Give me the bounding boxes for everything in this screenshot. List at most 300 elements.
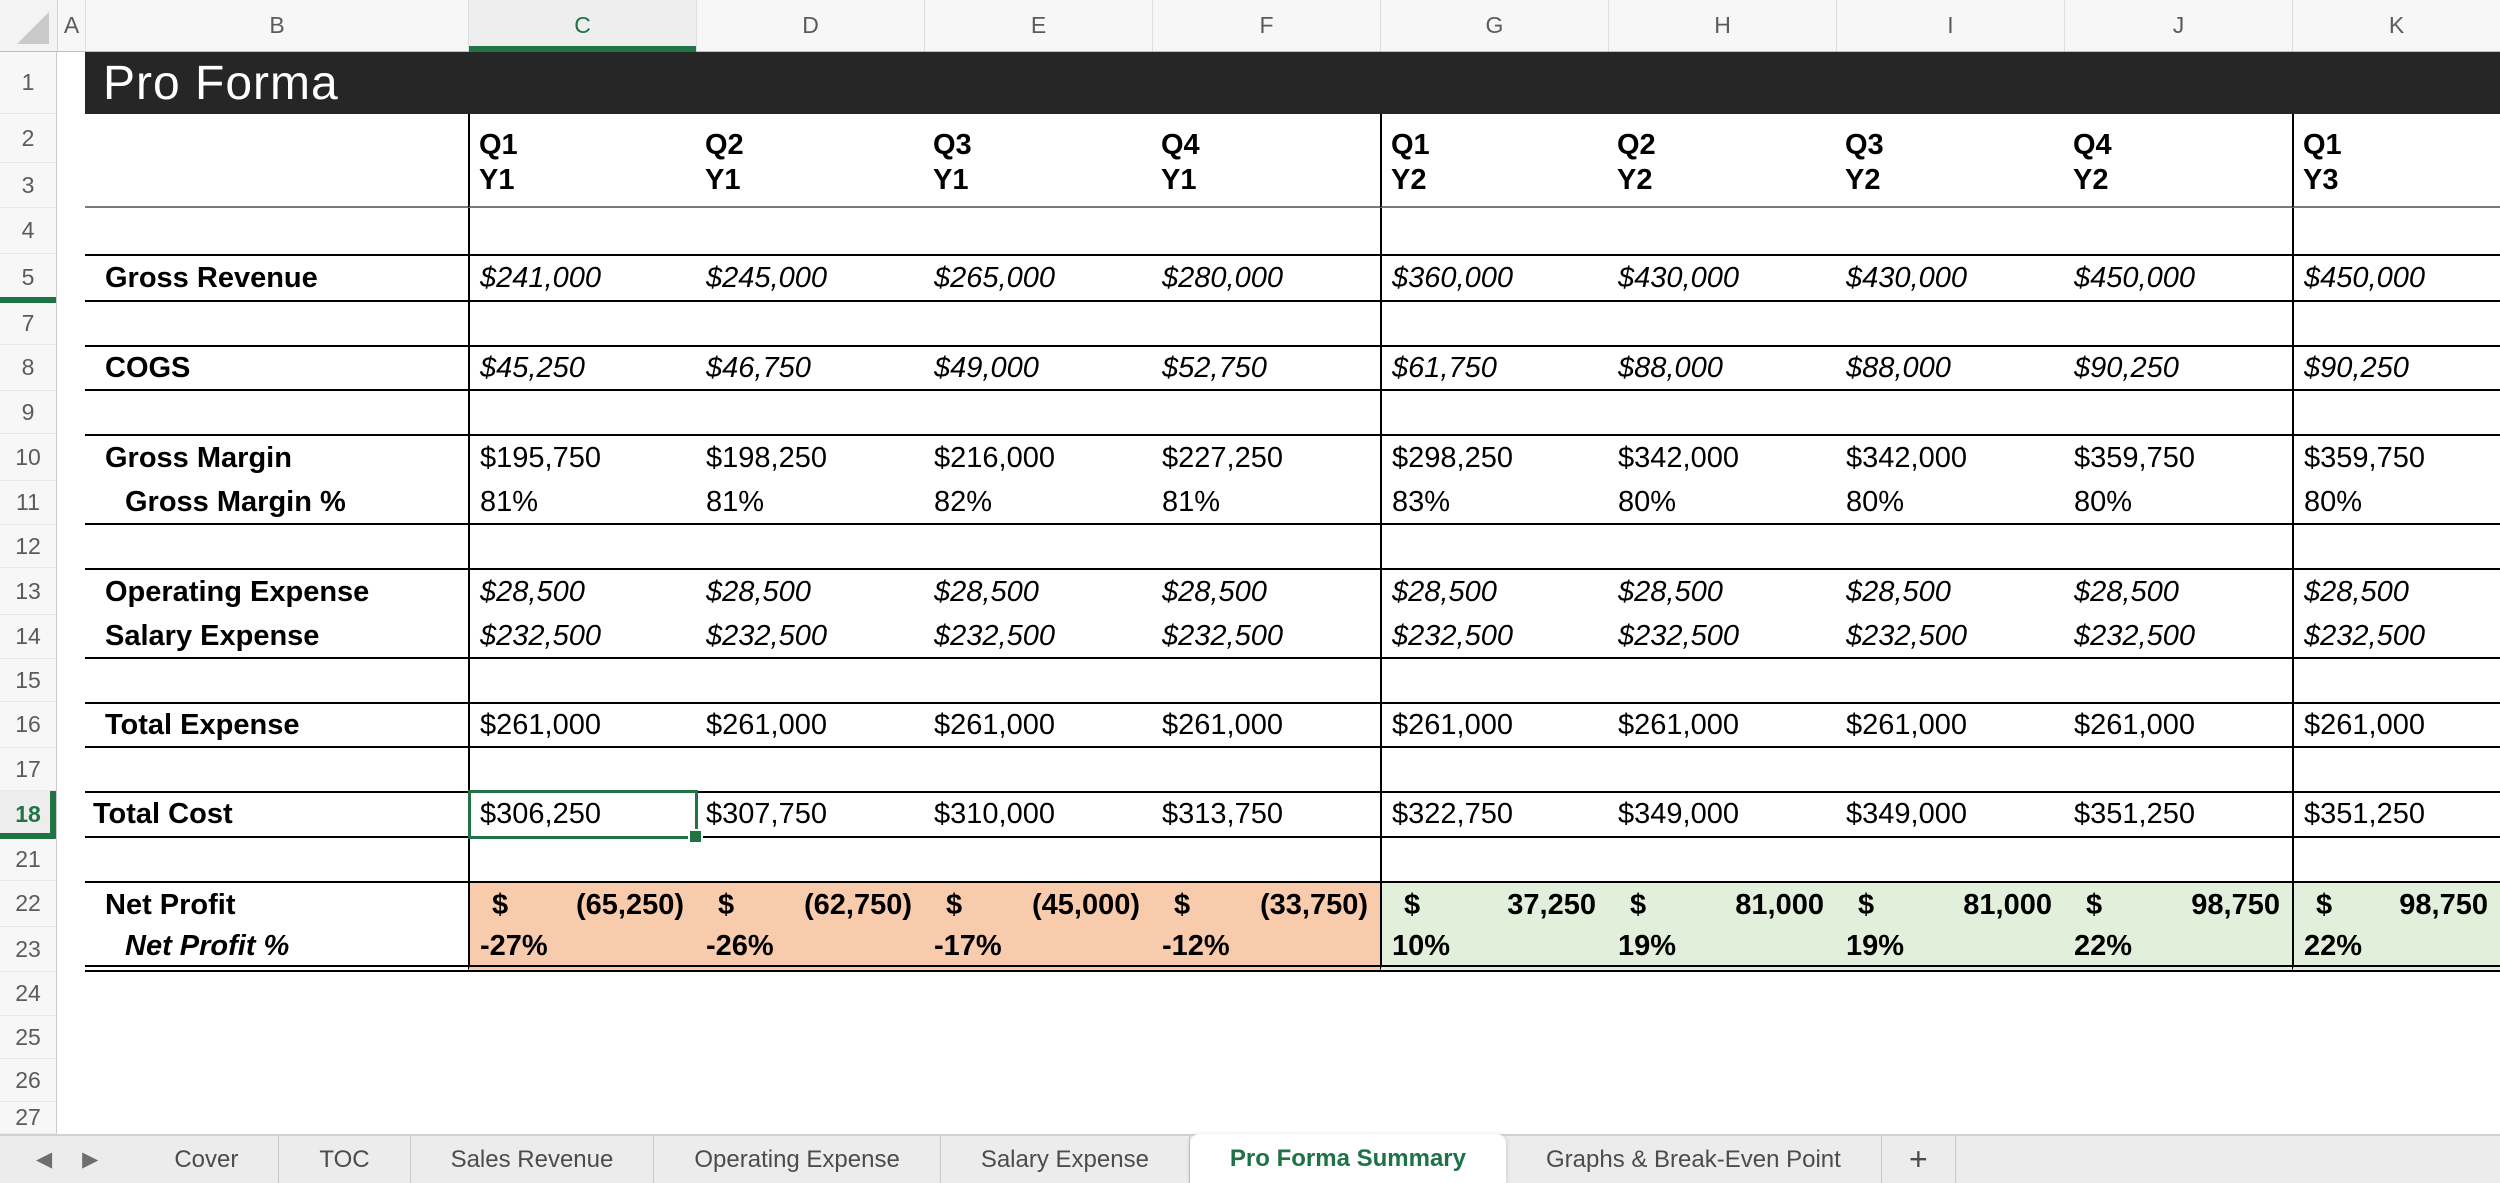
- cell-H7[interactable]: [1608, 302, 1836, 345]
- cell-I13[interactable]: [1836, 568, 2064, 615]
- sheet-tab-salary-expense[interactable]: Salary Expense: [941, 1136, 1190, 1183]
- cell-H17[interactable]: [1608, 748, 1836, 791]
- cell-F27[interactable]: [1152, 1102, 1380, 1134]
- cell-G13[interactable]: [1380, 568, 1608, 615]
- cell-J7[interactable]: [2064, 302, 2292, 345]
- cell-K21[interactable]: [2292, 838, 2500, 881]
- cell-value: $49,000: [934, 351, 1039, 384]
- cell-H26[interactable]: [1608, 1059, 1836, 1102]
- cell-F4[interactable]: [1152, 208, 1380, 254]
- cell-F15[interactable]: [1152, 659, 1380, 702]
- cell-I21[interactable]: [1836, 838, 2064, 881]
- cell-K24[interactable]: [2292, 972, 2500, 1016]
- cell-value: 81%: [706, 485, 765, 518]
- cell-I23[interactable]: [1836, 927, 2064, 972]
- cell-D21[interactable]: [696, 838, 924, 881]
- cell-G14[interactable]: [1380, 615, 1608, 659]
- cell-F5[interactable]: [1152, 254, 1380, 302]
- sheet-tab-toc[interactable]: TOC: [279, 1136, 410, 1183]
- sheet-tab-graphs-break-even-point[interactable]: Graphs & Break-Even Point: [1506, 1136, 1882, 1183]
- cell-H2[interactable]: [1608, 114, 1836, 163]
- select-all-corner[interactable]: [0, 0, 58, 51]
- cell-value: $232,500: [1618, 619, 1739, 652]
- next-sheet-arrow-icon[interactable]: ▶: [82, 1148, 99, 1171]
- cell-K5[interactable]: [2292, 254, 2500, 302]
- cell-D23[interactable]: [696, 927, 924, 972]
- row-header-24[interactable]: 24: [0, 972, 57, 1016]
- column-header-E[interactable]: E: [925, 0, 1153, 51]
- cell-E27[interactable]: [924, 1102, 1152, 1134]
- row-label: Gross Margin: [105, 442, 292, 474]
- cell-C2[interactable]: [468, 114, 696, 163]
- cell-H3[interactable]: [1608, 163, 1836, 208]
- column-header-A[interactable]: A: [58, 0, 86, 51]
- cell-E16[interactable]: [924, 702, 1152, 748]
- cell-F23[interactable]: [1152, 927, 1380, 972]
- cell-C18[interactable]: [468, 791, 696, 838]
- row-label-cell-7[interactable]: [85, 302, 468, 345]
- cell-G3[interactable]: [1380, 163, 1608, 208]
- cell-E18[interactable]: [924, 791, 1152, 838]
- row-header-25[interactable]: 25: [0, 1016, 57, 1059]
- row-26: [0, 1059, 2500, 1102]
- cell-K2[interactable]: [2292, 114, 2500, 163]
- row-header-17[interactable]: 17: [0, 748, 57, 791]
- cell-E15[interactable]: [924, 659, 1152, 702]
- row-label-cell-10[interactable]: [85, 434, 468, 481]
- cell-I5[interactable]: [1836, 254, 2064, 302]
- cell-G12[interactable]: [1380, 525, 1608, 568]
- row-label-cell-2[interactable]: [85, 114, 468, 163]
- cell-K17[interactable]: [2292, 748, 2500, 791]
- cell-J3[interactable]: [2064, 163, 2292, 208]
- cell-J18[interactable]: [2064, 791, 2292, 838]
- cell-J21[interactable]: [2064, 838, 2292, 881]
- cell-G11[interactable]: [1380, 481, 1608, 525]
- row-label-cell-16[interactable]: [85, 702, 468, 748]
- cell-J10[interactable]: [2064, 434, 2292, 481]
- cell-J2[interactable]: [2064, 114, 2292, 163]
- cell-F10[interactable]: [1152, 434, 1380, 481]
- cell-F2[interactable]: [1152, 114, 1380, 163]
- cell-G25[interactable]: [1380, 1016, 1608, 1059]
- row-header-9[interactable]: 9: [0, 391, 57, 434]
- cell-C10[interactable]: [468, 434, 696, 481]
- row-header-4[interactable]: 4: [0, 208, 57, 254]
- cell-D4[interactable]: [696, 208, 924, 254]
- cell-E14[interactable]: [924, 615, 1152, 659]
- row-header-26[interactable]: 26: [0, 1059, 57, 1102]
- cell-J26[interactable]: [2064, 1059, 2292, 1102]
- cell-C22[interactable]: [468, 881, 696, 927]
- cell-H15[interactable]: [1608, 659, 1836, 702]
- row-header-3[interactable]: 3: [0, 163, 57, 208]
- row-label-cell-14[interactable]: [85, 615, 468, 659]
- cell-J13[interactable]: [2064, 568, 2292, 615]
- cell-C16[interactable]: [468, 702, 696, 748]
- cell-G15[interactable]: [1380, 659, 1608, 702]
- cell-H11[interactable]: [1608, 481, 1836, 525]
- cell-I7[interactable]: [1836, 302, 2064, 345]
- cell-D15[interactable]: [696, 659, 924, 702]
- cell-I9[interactable]: [1836, 391, 2064, 434]
- cell-J15[interactable]: [2064, 659, 2292, 702]
- row-15: [0, 659, 2500, 702]
- cell-J27[interactable]: [2064, 1102, 2292, 1134]
- row-label-cell-4[interactable]: [85, 208, 468, 254]
- cell-H25[interactable]: [1608, 1016, 1836, 1059]
- cell-H8[interactable]: [1608, 345, 1836, 391]
- cell-J12[interactable]: [2064, 525, 2292, 568]
- cell-I26[interactable]: [1836, 1059, 2064, 1102]
- cell-I17[interactable]: [1836, 748, 2064, 791]
- row-header-15[interactable]: 15: [0, 659, 57, 702]
- cell-value: $232,500: [1846, 619, 1967, 652]
- cell-H24[interactable]: [1608, 972, 1836, 1016]
- cell-E5[interactable]: [924, 254, 1152, 302]
- row-17: [0, 748, 2500, 791]
- cell-E8[interactable]: [924, 345, 1152, 391]
- cell-K12[interactable]: [2292, 525, 2500, 568]
- cell-value: $232,500: [1162, 619, 1283, 652]
- cell-F24[interactable]: [1152, 972, 1380, 1016]
- cell-I18[interactable]: [1836, 791, 2064, 838]
- cell-D13[interactable]: [696, 568, 924, 615]
- prev-sheet-arrow-icon[interactable]: ◀: [36, 1148, 53, 1171]
- cell-G24[interactable]: [1380, 972, 1608, 1016]
- row-label-cell-18[interactable]: [85, 791, 468, 838]
- cell-E3[interactable]: [924, 163, 1152, 208]
- row-label-cell-8[interactable]: [85, 345, 468, 391]
- row-label-cell-5[interactable]: [85, 254, 468, 302]
- cell-C27[interactable]: [468, 1102, 696, 1134]
- cell-value: $216,000: [934, 442, 1055, 474]
- cell-D3[interactable]: [696, 163, 924, 208]
- cell-E9[interactable]: [924, 391, 1152, 434]
- cell-I27[interactable]: [1836, 1102, 2064, 1134]
- cell-E13[interactable]: [924, 568, 1152, 615]
- cell-value: 81,000: [1735, 888, 1824, 921]
- row-label-cell-12[interactable]: [85, 525, 468, 568]
- cell-K14[interactable]: [2292, 615, 2500, 659]
- row-label-cell-24[interactable]: [85, 972, 468, 1016]
- row-header-2[interactable]: 2: [0, 114, 57, 163]
- cell-D11[interactable]: [696, 481, 924, 525]
- cell-D26[interactable]: [696, 1059, 924, 1102]
- cell-H12[interactable]: [1608, 525, 1836, 568]
- row-header-10[interactable]: 10: [0, 434, 57, 481]
- cell-H13[interactable]: [1608, 568, 1836, 615]
- add-sheet-button[interactable]: +: [1882, 1136, 1956, 1183]
- cell-E4[interactable]: [924, 208, 1152, 254]
- cell-E12[interactable]: [924, 525, 1152, 568]
- cell-H21[interactable]: [1608, 838, 1836, 881]
- row-label: Operating Expense: [105, 576, 370, 608]
- cell-J25[interactable]: [2064, 1016, 2292, 1059]
- cell-E23[interactable]: [924, 927, 1152, 972]
- cell-G18[interactable]: [1380, 791, 1608, 838]
- sheet-tab-cover[interactable]: Cover: [134, 1136, 279, 1183]
- period-label: Y1: [1161, 164, 1197, 196]
- cell-J22[interactable]: [2064, 881, 2292, 927]
- row-header-16[interactable]: 16: [0, 702, 57, 748]
- cell-D25[interactable]: [696, 1016, 924, 1059]
- cell-E21[interactable]: [924, 838, 1152, 881]
- sheet-tab-operating-expense[interactable]: Operating Expense: [654, 1136, 940, 1183]
- column-header-B[interactable]: B: [86, 0, 469, 51]
- cell-D12[interactable]: [696, 525, 924, 568]
- cell-K15[interactable]: [2292, 659, 2500, 702]
- cell-C21[interactable]: [468, 838, 696, 881]
- cell-F14[interactable]: [1152, 615, 1380, 659]
- cell-G2[interactable]: [1380, 114, 1608, 163]
- cell-C4[interactable]: [468, 208, 696, 254]
- row-header-8[interactable]: 8: [0, 345, 57, 391]
- cell-C7[interactable]: [468, 302, 696, 345]
- cell-H14[interactable]: [1608, 615, 1836, 659]
- row-13: [0, 568, 2500, 615]
- cell-D8[interactable]: [696, 345, 924, 391]
- row-label-cell-17[interactable]: [85, 748, 468, 791]
- cell-I14[interactable]: [1836, 615, 2064, 659]
- row-label-cell-21[interactable]: [85, 838, 468, 881]
- sheet-tab-sales-revenue[interactable]: Sales Revenue: [411, 1136, 655, 1183]
- cell-F11[interactable]: [1152, 481, 1380, 525]
- cell-J14[interactable]: [2064, 615, 2292, 659]
- cell-F17[interactable]: [1152, 748, 1380, 791]
- cell-J16[interactable]: [2064, 702, 2292, 748]
- cell-G26[interactable]: [1380, 1059, 1608, 1102]
- column-header-C[interactable]: C: [469, 0, 697, 51]
- cell-H23[interactable]: [1608, 927, 1836, 972]
- cell-C3[interactable]: [468, 163, 696, 208]
- row-label-cell-13[interactable]: [85, 568, 468, 615]
- row-header-13[interactable]: 13: [0, 568, 57, 615]
- cell-C12[interactable]: [468, 525, 696, 568]
- cell-F12[interactable]: [1152, 525, 1380, 568]
- cell-K9[interactable]: [2292, 391, 2500, 434]
- row-header-18[interactable]: 18: [0, 791, 57, 838]
- cell-D16[interactable]: [696, 702, 924, 748]
- cell-F8[interactable]: [1152, 345, 1380, 391]
- cell-D14[interactable]: [696, 615, 924, 659]
- cell-value: -17%: [934, 929, 1002, 962]
- row-header-27[interactable]: 27: [0, 1102, 57, 1134]
- cell-C25[interactable]: [468, 1016, 696, 1059]
- cell-D27[interactable]: [696, 1102, 924, 1134]
- column-header-I[interactable]: I: [1837, 0, 2065, 51]
- cell-C14[interactable]: [468, 615, 696, 659]
- row-label-cell-25[interactable]: [85, 1016, 468, 1059]
- cell-K27[interactable]: [2292, 1102, 2500, 1134]
- cell-G23[interactable]: [1380, 927, 1608, 972]
- cell-D5[interactable]: [696, 254, 924, 302]
- cell-C17[interactable]: [468, 748, 696, 791]
- row-4: [0, 208, 2500, 254]
- cell-G21[interactable]: [1380, 838, 1608, 881]
- cell-value: $261,000: [1846, 708, 1967, 741]
- cell-G27[interactable]: [1380, 1102, 1608, 1134]
- currency-symbol: $: [1404, 888, 1421, 921]
- cell-K23[interactable]: [2292, 927, 2500, 972]
- cell-K16[interactable]: [2292, 702, 2500, 748]
- column-header-D[interactable]: D: [697, 0, 925, 51]
- row-header-22[interactable]: 22: [0, 881, 57, 927]
- cell-G7[interactable]: [1380, 302, 1608, 345]
- cell-E7[interactable]: [924, 302, 1152, 345]
- cell-G9[interactable]: [1380, 391, 1608, 434]
- cell-G8[interactable]: [1380, 345, 1608, 391]
- cell-I16[interactable]: [1836, 702, 2064, 748]
- cell-H22[interactable]: [1608, 881, 1836, 927]
- cell-K10[interactable]: [2292, 434, 2500, 481]
- cell-C8[interactable]: [468, 345, 696, 391]
- row-label-cell-3[interactable]: [85, 163, 468, 208]
- cell-value: $195,750: [480, 442, 601, 474]
- cell-H4[interactable]: [1608, 208, 1836, 254]
- cell-C26[interactable]: [468, 1059, 696, 1102]
- row-label-cell-23[interactable]: [85, 927, 468, 972]
- cell-E24[interactable]: [924, 972, 1152, 1016]
- row-header-1[interactable]: 1: [0, 52, 57, 114]
- column-header-F[interactable]: F: [1153, 0, 1381, 51]
- cell-C24[interactable]: [468, 972, 696, 1016]
- column-header-K[interactable]: K: [2293, 0, 2500, 51]
- sheet-title-banner: [85, 52, 2500, 114]
- cell-E11[interactable]: [924, 481, 1152, 525]
- cell-C15[interactable]: [468, 659, 696, 702]
- cell-F18[interactable]: [1152, 791, 1380, 838]
- cell-G10[interactable]: [1380, 434, 1608, 481]
- cell-K8[interactable]: [2292, 345, 2500, 391]
- cell-C9[interactable]: [468, 391, 696, 434]
- cell-value: $245,000: [706, 261, 827, 294]
- cell-C13[interactable]: [468, 568, 696, 615]
- cell-value: $261,000: [934, 708, 1055, 741]
- cell-K3[interactable]: [2292, 163, 2500, 208]
- cell-D9[interactable]: [696, 391, 924, 434]
- row-header-11[interactable]: 11: [0, 481, 57, 525]
- cell-G22[interactable]: [1380, 881, 1608, 927]
- cell-K13[interactable]: [2292, 568, 2500, 615]
- cell-J24[interactable]: [2064, 972, 2292, 1016]
- cell-J5[interactable]: [2064, 254, 2292, 302]
- cell-D24[interactable]: [696, 972, 924, 1016]
- cell-I3[interactable]: [1836, 163, 2064, 208]
- cell-F26[interactable]: [1152, 1059, 1380, 1102]
- cell-H10[interactable]: [1608, 434, 1836, 481]
- cell-K25[interactable]: [2292, 1016, 2500, 1059]
- cell-E17[interactable]: [924, 748, 1152, 791]
- cell-I11[interactable]: [1836, 481, 2064, 525]
- cell-F16[interactable]: [1152, 702, 1380, 748]
- row-label-cell-27[interactable]: [85, 1102, 468, 1134]
- cell-E25[interactable]: [924, 1016, 1152, 1059]
- cell-F7[interactable]: [1152, 302, 1380, 345]
- cell-K11[interactable]: [2292, 481, 2500, 525]
- cell-H27[interactable]: [1608, 1102, 1836, 1134]
- cell-D10[interactable]: [696, 434, 924, 481]
- cell-F25[interactable]: [1152, 1016, 1380, 1059]
- cell-I2[interactable]: [1836, 114, 2064, 163]
- cell-H9[interactable]: [1608, 391, 1836, 434]
- row-label-cell-22[interactable]: [85, 881, 468, 927]
- row-label-cell-11[interactable]: [85, 481, 468, 525]
- cell-E22[interactable]: [924, 881, 1152, 927]
- cell-H18[interactable]: [1608, 791, 1836, 838]
- cell-I4[interactable]: [1836, 208, 2064, 254]
- cell-J4[interactable]: [2064, 208, 2292, 254]
- column-header-G[interactable]: G: [1381, 0, 1609, 51]
- cell-K7[interactable]: [2292, 302, 2500, 345]
- cell-F22[interactable]: [1152, 881, 1380, 927]
- sheet-tab-pro-forma-summary[interactable]: Pro Forma Summary: [1190, 1134, 1506, 1183]
- row-24: [0, 972, 2500, 1016]
- cell-F9[interactable]: [1152, 391, 1380, 434]
- row-header-14[interactable]: 14: [0, 615, 57, 659]
- cell-K26[interactable]: [2292, 1059, 2500, 1102]
- row-header-21[interactable]: 21: [0, 838, 57, 881]
- cell-E10[interactable]: [924, 434, 1152, 481]
- column-header-H[interactable]: H: [1609, 0, 1837, 51]
- cell-F13[interactable]: [1152, 568, 1380, 615]
- row-label-cell-9[interactable]: [85, 391, 468, 434]
- cell-K18[interactable]: [2292, 791, 2500, 838]
- cell-D7[interactable]: [696, 302, 924, 345]
- row-header-5[interactable]: 5: [0, 254, 57, 302]
- cell-J23[interactable]: [2064, 927, 2292, 972]
- cell-D18[interactable]: [696, 791, 924, 838]
- cell-H5[interactable]: [1608, 254, 1836, 302]
- column-header-J[interactable]: J: [2065, 0, 2293, 51]
- cell-G16[interactable]: [1380, 702, 1608, 748]
- period-label: Q4: [1161, 129, 1200, 161]
- cell-C23[interactable]: [468, 927, 696, 972]
- cell-D17[interactable]: [696, 748, 924, 791]
- cell-K4[interactable]: [2292, 208, 2500, 254]
- cell-K22[interactable]: [2292, 881, 2500, 927]
- cell-J11[interactable]: [2064, 481, 2292, 525]
- cell-G5[interactable]: [1380, 254, 1608, 302]
- cell-I15[interactable]: [1836, 659, 2064, 702]
- cell-I10[interactable]: [1836, 434, 2064, 481]
- cell-J17[interactable]: [2064, 748, 2292, 791]
- cell-E26[interactable]: [924, 1059, 1152, 1102]
- cell-C5[interactable]: [468, 254, 696, 302]
- row-label-cell-15[interactable]: [85, 659, 468, 702]
- cell-D2[interactable]: [696, 114, 924, 163]
- cell-E2[interactable]: [924, 114, 1152, 163]
- row-header-7[interactable]: 7: [0, 302, 57, 345]
- cell-F3[interactable]: [1152, 163, 1380, 208]
- cell-G4[interactable]: [1380, 208, 1608, 254]
- cell-I22[interactable]: [1836, 881, 2064, 927]
- cell-I8[interactable]: [1836, 345, 2064, 391]
- cell-H16[interactable]: [1608, 702, 1836, 748]
- row-label-cell-26[interactable]: [85, 1059, 468, 1102]
- cell-J8[interactable]: [2064, 345, 2292, 391]
- cell-C11[interactable]: [468, 481, 696, 525]
- cell-F21[interactable]: [1152, 838, 1380, 881]
- cell-J9[interactable]: [2064, 391, 2292, 434]
- cell-I25[interactable]: [1836, 1016, 2064, 1059]
- cell-I24[interactable]: [1836, 972, 2064, 1016]
- row-header-12[interactable]: 12: [0, 525, 57, 568]
- row-header-23[interactable]: 23: [0, 927, 57, 972]
- cell-D22[interactable]: [696, 881, 924, 927]
- cell-I12[interactable]: [1836, 525, 2064, 568]
- cell-G17[interactable]: [1380, 748, 1608, 791]
